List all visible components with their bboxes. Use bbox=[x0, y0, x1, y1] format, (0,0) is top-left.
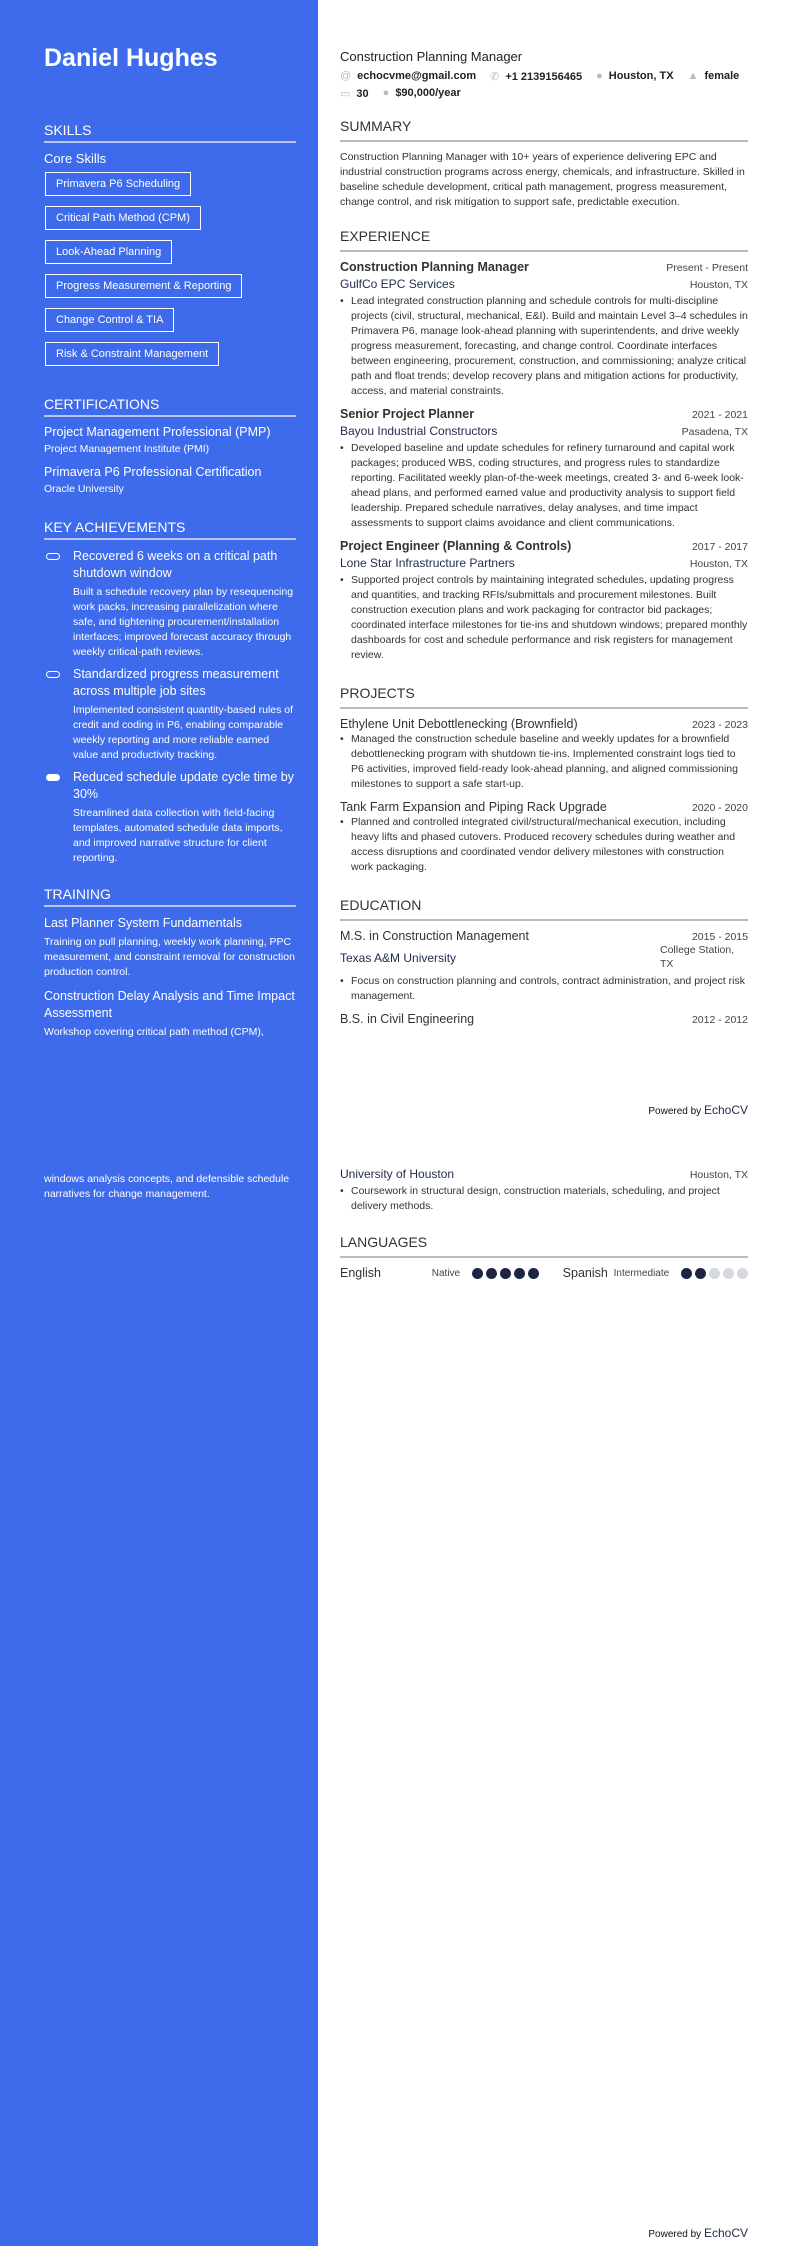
projects-heading: PROJECTS bbox=[340, 685, 748, 709]
phone-icon: ✆ bbox=[490, 71, 500, 83]
rating-dot bbox=[737, 1268, 748, 1279]
rating-dot bbox=[500, 1268, 511, 1279]
language-rating bbox=[472, 1268, 539, 1279]
languages-heading: LANGUAGES bbox=[340, 1234, 748, 1258]
skill-chip: Look-Ahead Planning bbox=[45, 240, 172, 264]
project-name: Ethylene Unit Debottlenecking (Brownfield) bbox=[340, 717, 578, 731]
achievement-title: Reduced schedule update cycle time by 30% bbox=[73, 770, 294, 801]
location: College Station, TX bbox=[660, 944, 735, 970]
at-icon: @ bbox=[340, 70, 352, 82]
education-item: M.S. in Construction Management 2015 - 2015 Texas A&M University College Station, TX • Focus on construction planning and controls, contract administration, and project risk management. bbox=[340, 929, 748, 1002]
training-desc-continued: windows analysis concepts, and defensible schedule narratives for change management. bbox=[44, 1173, 290, 1200]
bullet: Managed the construction schedule baseline and weekly updates for a brownfield debottlenecking program with shutdown tie-ins. Implemented constraint logs tied to P6 activities, improved field-ready look-ahead planning, and aligned commissioning milestones to support a safe start-up. bbox=[351, 733, 738, 790]
school: Texas A&M University bbox=[340, 951, 457, 965]
dates: 2020 - 2020 bbox=[691, 802, 748, 814]
main-page1 bbox=[340, 49, 748, 1026]
summary-text: Construction Planning Manager with 10+ years of experience delivering EPC and industrial construction programs across energy, chemicals, and infrastructure. Skilled in baseline schedule development, critical path management, progress measurement, change control, and risk mitigation to support safe, predictable execution. bbox=[340, 151, 745, 208]
project-item: Ethylene Unit Debottlenecking (Brownfield) 2023 - 2023 • Managed the construction schedule baseline and weekly updates for a brownfield debottlenecking program with shutdown tie-ins. Implemented constraint logs tied to P6 activities, improved field-ready look-ahead planning, and aligned commissioning milestones to support a safe start-up. bbox=[340, 717, 748, 790]
brand-logo[interactable]: EchoCV bbox=[703, 2226, 748, 2240]
training-title: Last Planner System Fundamentals bbox=[44, 916, 243, 930]
dates: 2023 - 2023 bbox=[691, 719, 748, 731]
rating-dot bbox=[681, 1268, 692, 1279]
bullet: Focus on construction planning and controls, contract administration, and project risk management. bbox=[351, 975, 745, 1002]
skill-chip: Primavera P6 Scheduling bbox=[45, 172, 191, 196]
rating-dot bbox=[514, 1268, 525, 1279]
badge-icon bbox=[46, 553, 60, 560]
calendar-icon: ▭ bbox=[340, 88, 351, 100]
role: Senior Project Planner bbox=[340, 407, 475, 421]
training-title: Construction Delay Analysis and Time Impact Assessment bbox=[44, 989, 295, 1020]
project-item: Tank Farm Expansion and Piping Rack Upgrade 2020 - 2020 • Planned and controlled integrated civil/structural/mechanical execution, including heavy lifts and phased cutovers. Produced recovery schedules during weather and access disruptions and coordinated vendor delivery milestones with construction work packaging. bbox=[340, 800, 748, 873]
experience-heading: EXPERIENCE bbox=[340, 228, 748, 252]
location: Pasadena, TX bbox=[681, 426, 748, 438]
achievement-desc: Implemented consistent quantity-based rules of credit and coding in P6, enabling comparable weekly reporting and more reliable earned value and productivity tracking. bbox=[73, 704, 294, 761]
education-heading: EDUCATION bbox=[340, 897, 748, 921]
sidebar-page2 bbox=[44, 1172, 296, 1210]
bullet: Planned and controlled integrated civil/structural/mechanical execution, including heavy lifts and phased cutovers. Produced recovery schedules during weather and access disruptions and coordinated vendor delivery milestones with construction work packaging. bbox=[351, 816, 736, 873]
skill-chip: Change Control & TIA bbox=[45, 308, 174, 332]
language-level: Native bbox=[431, 1267, 461, 1279]
bullet: Lead integrated construction planning and schedule controls for multi-discipline projects (civil, structural, mechanical, E&I). Build and maintain Level 3–4 schedules in Primavera P6, manage look-ahead planning with superintendents, and drive weekly progress measurement, forecasting, and change control. Coordinate interfaces between engineering, procurement, construction, and commissioning; analyze critical path and float trends; develop recovery plans and mitigation actions for productivity, access, and material constraints. bbox=[351, 295, 748, 397]
role: Project Engineer (Planning & Controls) bbox=[340, 539, 572, 553]
summary-heading: SUMMARY bbox=[340, 118, 748, 142]
training-desc: Training on pull planning, weekly work planning, PPC measurement, and constraint removal for construction production control. bbox=[44, 936, 295, 978]
certifications-heading: CERTIFICATIONS bbox=[44, 396, 296, 417]
skills-list bbox=[44, 172, 296, 376]
experience-item: Senior Project Planner 2021 - 2021 Bayou Industrial Constructors Pasadena, TX • Developed baseline and update schedules for refinery turnaround and capital work packages; produced WBS, coding structures, and progress rules to standardize reporting. Facilitated weekly plan-of-the-week meetings, created 3- and 6-week look-ahead plans, and performed earned value and productivity analysis to support field leadership. Prepared schedule narratives, delay analyses, and time impact assessments to support claims avoidance and client communications. bbox=[340, 407, 748, 529]
rating-dot bbox=[472, 1268, 483, 1279]
rating-dot bbox=[695, 1268, 706, 1279]
dates: Present - Present bbox=[666, 262, 748, 274]
dates: 2021 - 2021 bbox=[691, 409, 748, 421]
bullet: Developed baseline and update schedules for refinery turnaround and capital work packages; produced WBS, coding structures, and progress rules to standardize reporting. Facilitated weekly plan-of-the-week meetings, created 3- and 6-week look-ahead plans, and performed earned value and productivity analysis to support field leadership. Prepared schedule narratives, delay analyses, and time impact assessments to support claims avoidance and client communications. bbox=[351, 442, 744, 529]
age: 30 bbox=[356, 88, 369, 100]
location-icon: ● bbox=[596, 70, 603, 82]
contact-info bbox=[340, 70, 740, 100]
languages-row bbox=[340, 1266, 748, 1280]
achievement-item bbox=[44, 548, 296, 660]
experience-item: Construction Planning Manager Present - Present GulfCo EPC Services Houston, TX • Lead integrated construction planning and schedule controls for multi-discipline projects (civil, structural, mechanical, E&I). Build and maintain Level 3–4 schedules in Primavera P6, manage look-ahead planning with superintendents, and drive weekly progress measurement, forecasting, and change control. Coordinate interfaces between engineering, procurement, construction, and commissioning; analyze critical path and float trends; develop recovery plans and mitigation actions for productivity, access, and material constraints. bbox=[340, 260, 748, 397]
location: Houston, TX bbox=[689, 1169, 748, 1181]
cert-issuer: Oracle University bbox=[44, 483, 124, 495]
cert-issuer: Project Management Institute (PMI) bbox=[44, 443, 210, 455]
company: Lone Star Infrastructure Partners bbox=[340, 556, 515, 570]
main-page2: University of Houston Houston, TX • Coursework in structural design, construction materials, scheduling, and project delivery methods. LANGUAGES English Native Spanish Intermediate bbox=[340, 1167, 748, 1280]
skill-chip: Progress Measurement & Reporting bbox=[45, 274, 242, 298]
badge-icon bbox=[46, 774, 60, 781]
dates: 2017 - 2017 bbox=[691, 541, 748, 553]
dates: 2012 - 2012 bbox=[691, 1014, 748, 1026]
dates: 2015 - 2015 bbox=[691, 931, 748, 943]
experience-item: Project Engineer (Planning & Controls) 2017 - 2017 Lone Star Infrastructure Partners Houston, TX • Supported project controls by maintaining integrated schedules, updating progress and quantities, and tracking RFIs/submittals and procurement milestones. Built construction execution plans and work packaging for contractor bid packages; coordinated interface milestones for tie-ins and shutdown windows; prepared monthly dashboards for cost and schedule performance and risk registers for management review. bbox=[340, 539, 748, 661]
training-heading: TRAINING bbox=[44, 886, 296, 907]
gender: female bbox=[704, 70, 740, 82]
cert-title: Project Management Professional (PMP) bbox=[44, 425, 271, 439]
achievement-item bbox=[44, 666, 296, 763]
degree: M.S. in Construction Management bbox=[340, 929, 529, 943]
project-name: Tank Farm Expansion and Piping Rack Upgrade bbox=[340, 800, 607, 814]
bullet: Supported project controls by maintaining integrated schedules, updating progress and quantities, and tracking RFIs/submittals and procurement milestones. Built construction execution plans and work packaging for contractor bid packages; coordinated interface milestones for tie-ins and shutdown windows; prepared monthly dashboards for cost and schedule performance and risk registers for management review. bbox=[351, 574, 748, 661]
achievement-item bbox=[44, 769, 296, 866]
degree: B.S. in Civil Engineering bbox=[340, 1012, 475, 1026]
achievement-title: Standardized progress measurement across multiple job sites bbox=[73, 667, 279, 698]
cert-title: Primavera P6 Professional Certification bbox=[44, 465, 262, 479]
job-title: Construction Planning Manager bbox=[340, 49, 523, 64]
achievement-title: Recovered 6 weeks on a critical path shutdown window bbox=[73, 549, 278, 580]
role: Construction Planning Manager bbox=[340, 260, 529, 274]
email[interactable]: echocvme@gmail.com bbox=[357, 70, 477, 82]
rating-dot bbox=[723, 1268, 734, 1279]
salary: $90,000/year bbox=[395, 87, 461, 99]
language-name: English bbox=[340, 1266, 381, 1280]
powered-by-footer bbox=[648, 2226, 748, 2240]
training-desc: Workshop covering critical path method (CPM), bbox=[44, 1026, 264, 1038]
location: Houston, TX bbox=[608, 70, 674, 82]
location: Houston, TX bbox=[689, 558, 748, 570]
rating-dot bbox=[528, 1268, 539, 1279]
company: Bayou Industrial Constructors bbox=[340, 424, 498, 438]
phone[interactable]: +1 2139156465 bbox=[505, 71, 583, 83]
language-rating bbox=[681, 1268, 748, 1279]
powered-label: Powered by bbox=[648, 1106, 702, 1117]
achievement-desc: Streamlined data collection with field-facing templates, automated schedule data imports, and improved narrative structure for client reporting. bbox=[73, 807, 283, 864]
money-icon: ● bbox=[382, 87, 390, 99]
person-icon: ▲ bbox=[687, 70, 699, 82]
achievements-heading: KEY ACHIEVEMENTS bbox=[44, 519, 296, 540]
location: Houston, TX bbox=[689, 279, 748, 291]
sidebar-page1 bbox=[44, 122, 296, 1048]
candidate-name: Daniel Hughes bbox=[44, 44, 218, 72]
school: University of Houston bbox=[340, 1167, 455, 1181]
skill-chip: Critical Path Method (CPM) bbox=[45, 206, 201, 230]
bullet: Coursework in structural design, construction materials, scheduling, and project delivery methods. bbox=[351, 1185, 720, 1212]
rating-dot bbox=[709, 1268, 720, 1279]
powered-label: Powered by bbox=[648, 2229, 702, 2240]
skills-group: Core Skills bbox=[44, 151, 107, 166]
powered-by-footer bbox=[648, 1103, 748, 1117]
skill-chip: Risk & Constraint Management bbox=[45, 342, 219, 366]
rating-dot bbox=[486, 1268, 497, 1279]
badge-icon bbox=[46, 671, 60, 678]
language-level: Intermediate bbox=[613, 1267, 670, 1279]
brand-logo[interactable]: EchoCV bbox=[703, 1103, 748, 1117]
company: GulfCo EPC Services bbox=[340, 277, 455, 291]
achievement-desc: Built a schedule recovery plan by resequencing work packs, increasing parallelization where safe, and tightening procurement/installation interfaces; improved forecast accuracy through weekly critical-path reviews. bbox=[73, 586, 294, 658]
skills-heading: SKILLS bbox=[44, 122, 296, 143]
language-name: Spanish bbox=[562, 1266, 608, 1280]
